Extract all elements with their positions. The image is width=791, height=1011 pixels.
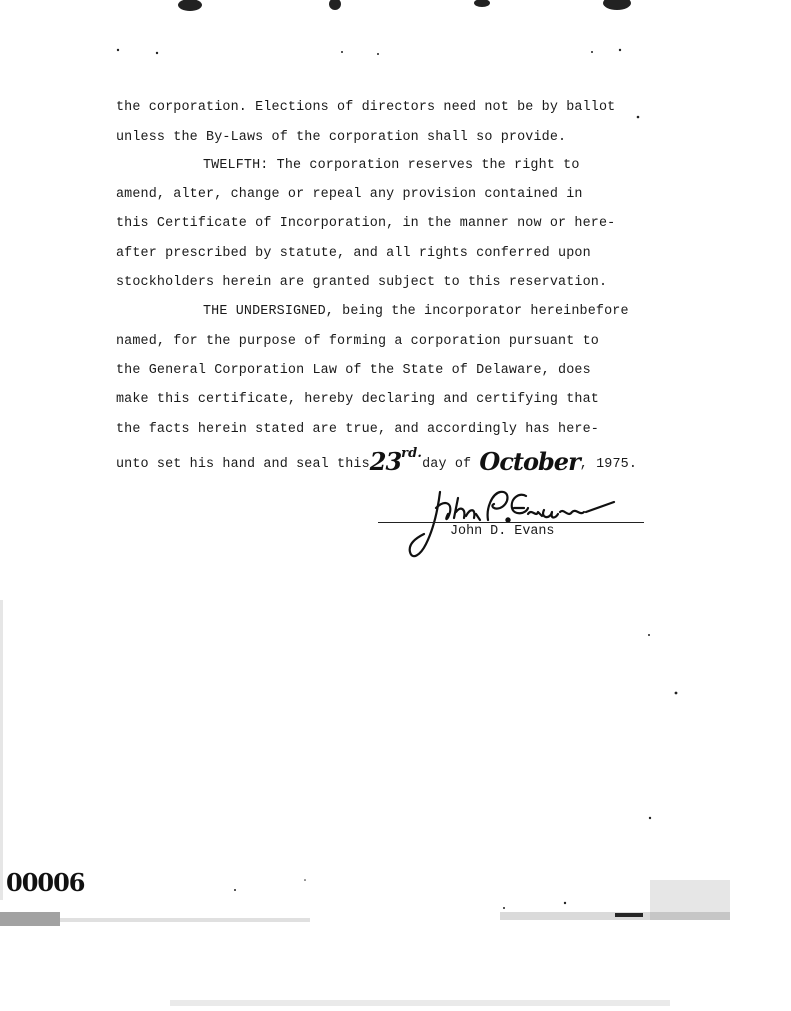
body-line-9: named, for the purpose of forming a corporation pursuant to xyxy=(116,334,599,349)
body-line-1: the corporation. Elections of directors need not be by ballot xyxy=(116,100,616,115)
body-line-8: THE UNDERSIGNED, being the incorporator hereinbefore xyxy=(203,304,629,319)
closing-middle: day of xyxy=(422,457,472,472)
handwritten-day-suffix: rd. xyxy=(401,446,423,461)
handwritten-month: October xyxy=(479,447,580,476)
handwritten-signature xyxy=(400,478,630,568)
body-line-12: the facts herein stated are true, and accordingly has here- xyxy=(116,422,599,437)
typed-signer-name: John D. Evans xyxy=(450,524,555,539)
body-line-2: unless the By-Laws of the corporation shall so provide. xyxy=(116,130,567,145)
body-line-5: this Certificate of Incorporation, in the manner now or here- xyxy=(116,216,616,231)
handwritten-day: 23 xyxy=(369,447,402,476)
body-line-6: after prescribed by statute, and all rights conferred upon xyxy=(116,246,591,261)
body-line-11: make this certificate, hereby declaring and certifying that xyxy=(116,392,599,407)
closing-prefix: unto set his hand and seal this xyxy=(116,457,370,472)
body-line-3: TWELFTH: The corporation reserves the right to xyxy=(203,158,580,173)
body-line-7: stockholders herein are granted subject to this reservation. xyxy=(116,275,608,290)
closing-year: , 1975. xyxy=(579,457,638,472)
page-number-stamp: 00006 xyxy=(6,868,85,897)
body-line-10: the General Corporation Law of the State of Delaware, does xyxy=(116,363,591,378)
closing-line xyxy=(116,446,638,476)
signature-line xyxy=(378,522,644,523)
body-line-4: amend, alter, change or repeal any provision contained in xyxy=(116,187,583,202)
